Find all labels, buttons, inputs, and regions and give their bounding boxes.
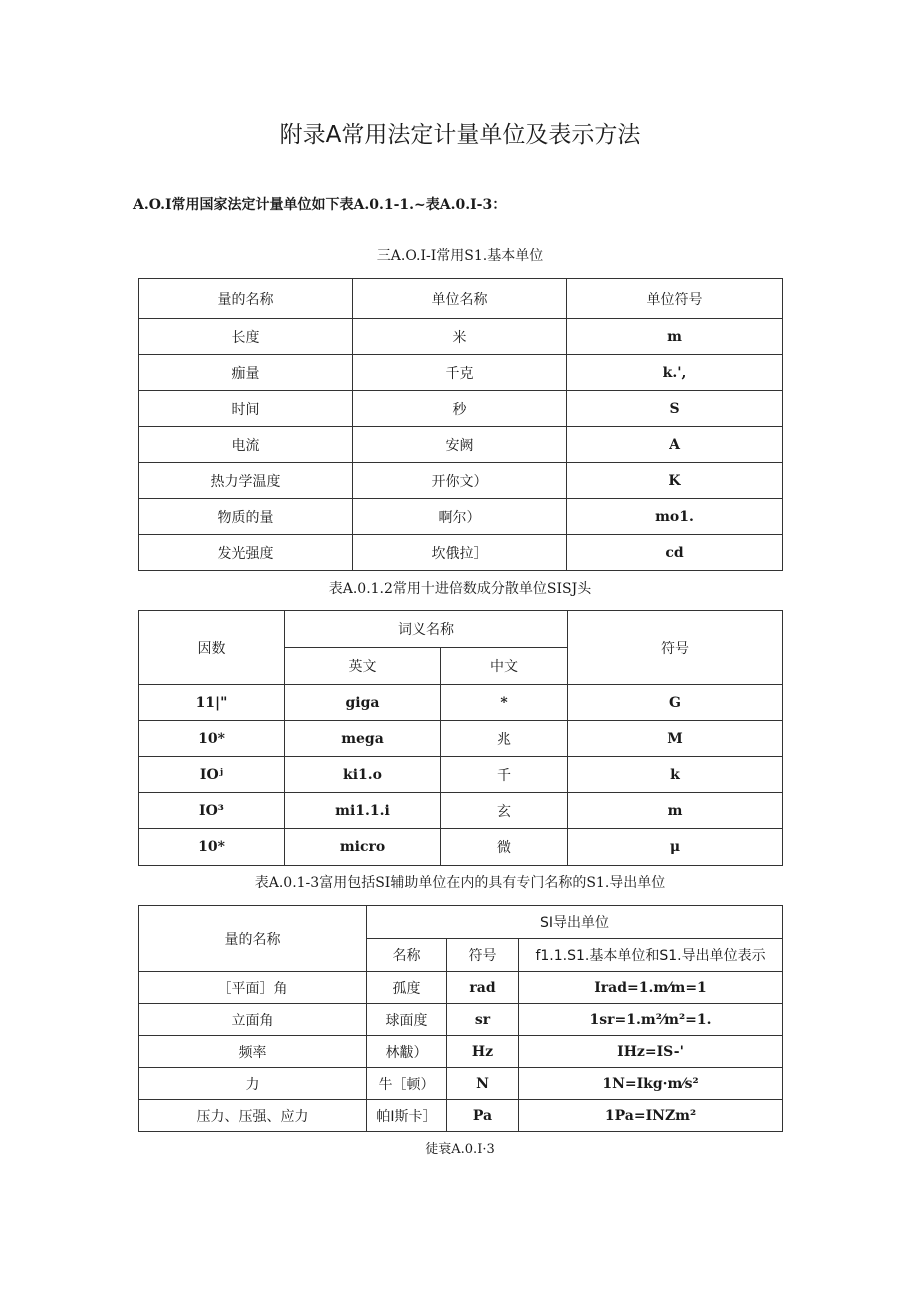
table-row [139,829,783,866]
header-factor: 因数 [139,611,285,685]
table1-caption: 三A.O.I-I常用S1.基本单位 [376,248,544,264]
table-row [139,1100,783,1132]
cell-symbol: sr [447,1004,519,1036]
cell-quantity: 发光强度 [139,535,353,571]
table-row [139,721,783,757]
header-derived-unit: SI导出单位 [367,906,783,939]
cell-quantity: 热力学温度 [139,463,353,499]
table-row [139,685,783,721]
cell-expression: Irad=1.m⁄m=1 [519,972,783,1004]
table-row [139,535,783,571]
cell-quantity: ［平面］角 [139,972,367,1004]
prefix-table [138,610,783,866]
cell-quantity: 物质的量 [139,499,353,535]
table-row [139,972,783,1004]
table-row [139,391,783,427]
table2-caption: 表A.0.1.2常用十进倍数成分散单位SISJ头 [328,581,592,597]
cell-name: 孤度 [367,972,447,1004]
cell-name: 林黻） [367,1036,447,1068]
cell-quantity: 频率 [139,1036,367,1068]
header-quantity: 量的名称 [139,906,367,972]
table-row [139,793,783,829]
table-row [139,1004,783,1036]
table-row [139,1036,783,1068]
table-row [139,757,783,793]
cell-english: giga [285,685,441,721]
base-units-table [138,278,783,571]
cell-english: mega [285,721,441,757]
header-symbol: 符号 [568,611,783,685]
cell-quantity: 电流 [139,427,353,463]
cell-unit-name: 千克 [353,355,567,391]
cell-unit-symbol: m [567,319,783,355]
continued-note: 徒衰A.0.I·3 [425,1142,495,1157]
cell-symbol: m [568,793,783,829]
cell-expression: IHz=IS-' [519,1036,783,1068]
cell-symbol: Pa [447,1100,519,1132]
cell-symbol: k [568,757,783,793]
cell-quantity: 压力、压强、应力 [139,1100,367,1132]
cell-symbol: G [568,685,783,721]
cell-unit-name: 开你文） [353,463,567,499]
cell-unit-symbol: cd [567,535,783,571]
cell-factor: IO³ [139,793,285,829]
cell-quantity: 时间 [139,391,353,427]
table3-caption: 表A.0.1-3富用包括SI辅助单位在内的具有专门名称的S1.导出单位 [254,875,666,891]
page-title: 附录A常用法定计量单位及表示方法 [279,122,641,148]
table-row [139,463,783,499]
cell-factor: 10* [139,721,285,757]
cell-english: ki1.o [285,757,441,793]
table-row [139,1068,783,1100]
cell-english: micro [285,829,441,866]
cell-unit-symbol: k.', [567,355,783,391]
cell-quantity: 力 [139,1068,367,1100]
cell-unit-symbol: mo1. [567,499,783,535]
cell-unit-name: 坎俄拉］ [353,535,567,571]
table-header-row [139,906,783,939]
table-header-row [139,279,783,319]
table-header-row [139,611,783,648]
cell-factor: IOʲ [139,757,285,793]
cell-unit-symbol: A [567,427,783,463]
table-row [139,355,783,391]
cell-unit-symbol: S [567,391,783,427]
cell-unit-name: 安阙 [353,427,567,463]
cell-unit-name: 秒 [353,391,567,427]
cell-chinese: * [441,685,568,721]
cell-expression: 1Pa=INZm² [519,1100,783,1132]
header-english: 英文 [285,648,441,685]
derived-units-table [138,905,783,1132]
cell-factor: 10* [139,829,285,866]
cell-chinese: 微 [441,829,568,866]
table-row [139,319,783,355]
header-quantity: 量的名称 [139,279,353,319]
cell-chinese: 千 [441,757,568,793]
cell-symbol: rad [447,972,519,1004]
cell-factor: 11|" [139,685,285,721]
cell-name: 牛［顿） [367,1068,447,1100]
header-chinese: 中文 [441,648,568,685]
cell-quantity: 长度 [139,319,353,355]
cell-chinese: 兆 [441,721,568,757]
cell-quantity: 痂量 [139,355,353,391]
intro-paragraph: A.O.I常用国家法定计量单位如下表A.0.1-1.~表A.0.I-3： [133,197,507,213]
cell-symbol: μ [568,829,783,866]
cell-name: 帕I斯卡］ [367,1100,447,1132]
cell-name: 球面度 [367,1004,447,1036]
header-symbol: 符号 [447,939,519,972]
header-unit-name: 单位名称 [353,279,567,319]
header-prefix-name: 词义名称 [285,611,568,648]
cell-english: mi1.1.i [285,793,441,829]
cell-chinese: 玄 [441,793,568,829]
header-unit-symbol: 单位符号 [567,279,783,319]
cell-quantity: 立面角 [139,1004,367,1036]
cell-symbol: N [447,1068,519,1100]
cell-expression: 1N=Ikg·m⁄s² [519,1068,783,1100]
cell-symbol: Hz [447,1036,519,1068]
cell-unit-name: 啊尔） [353,499,567,535]
cell-unit-symbol: K [567,463,783,499]
header-name: 名称 [367,939,447,972]
header-expression: f1.1.S1.基本单位和S1.导出单位表示 [519,939,783,972]
table-row [139,427,783,463]
table-row [139,499,783,535]
cell-unit-name: 米 [353,319,567,355]
cell-symbol: M [568,721,783,757]
cell-expression: 1sr=1.m²⁄m²=1. [519,1004,783,1036]
